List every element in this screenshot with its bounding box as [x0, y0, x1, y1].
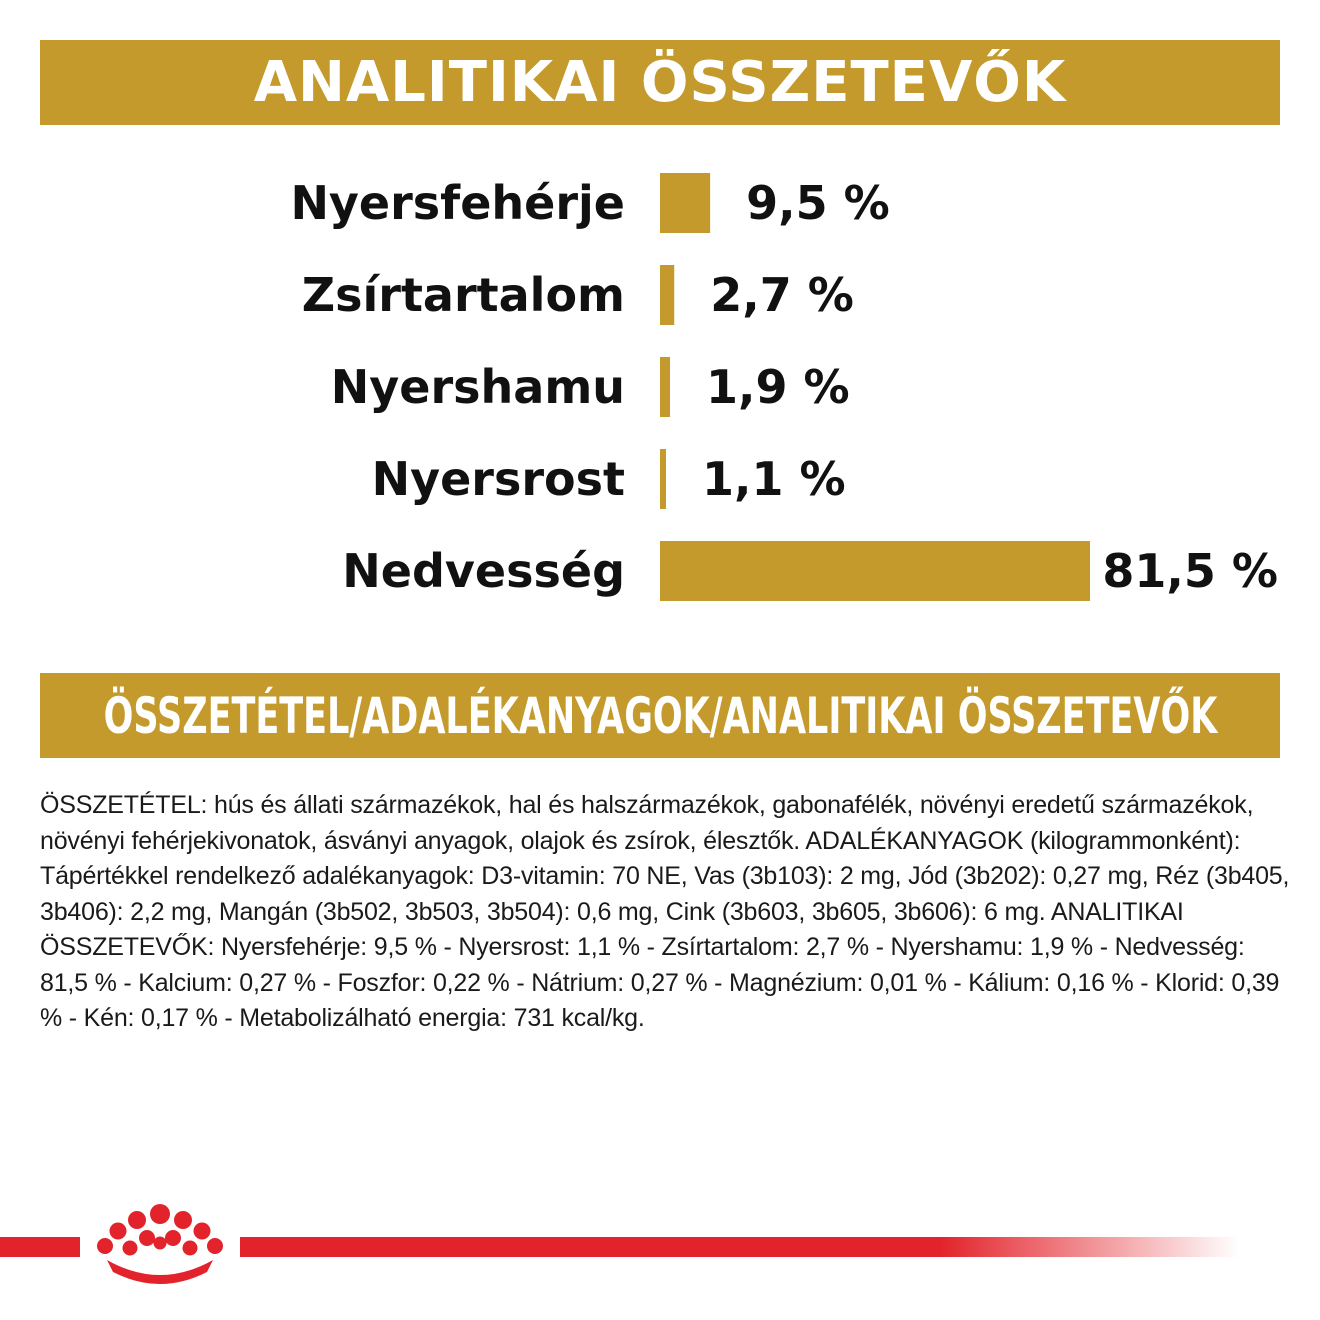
crown-logo-icon	[85, 1198, 235, 1288]
value-label: 1,1 %	[702, 452, 846, 506]
value-label: 2,7 %	[710, 268, 854, 322]
bar	[660, 541, 1090, 601]
bar	[660, 173, 710, 233]
bar	[660, 357, 670, 417]
category-label: Nedvesség	[342, 544, 625, 598]
category-label: Nyershamu	[330, 360, 625, 414]
category-label: Zsírtartalom	[301, 268, 625, 322]
bar	[660, 449, 666, 509]
brand-line-right	[240, 1237, 1240, 1257]
brand-line-left	[0, 1237, 80, 1257]
value-label: 1,9 %	[706, 360, 850, 414]
category-label: Nyersrost	[371, 452, 625, 506]
composition-title: ÖSSZETÉTEL/ADALÉKANYAGOK/ANALITIKAI ÖSSZETEVŐK	[103, 686, 1217, 745]
composition-title-banner	[40, 673, 1280, 758]
bar	[660, 265, 674, 325]
analytical-bar-chart	[0, 150, 1320, 620]
value-label: 9,5 %	[746, 176, 890, 230]
category-label: Nyersfehérje	[290, 176, 625, 230]
section-title-banner	[40, 40, 1280, 125]
value-label: 81,5 %	[1102, 544, 1278, 598]
composition-text: ÖSSZETÉTEL: hús és állati származékok, hal és halszármazékok, gabonafélék, növényi eredetű származékok, növényi fehérjekivonatok, ásványi anyagok, olajok és zsírok, élesztők. ADALÉKANYAGOK (kilogrammonként): Tápértékkel rendelkező adalékanyagok: D3-vitamin: 70 NE, Vas (3b103): 2 mg, Jód (3b202): 0,27 mg, Réz (3b405, 3b406): 2,2 mg, Mangán (3b502, 3b503, 3b504): 0,6 mg, Cink (3b603, 3b605, 3b606): 6 mg. ANALITIKAI ÖSSZETEVŐK: Nyersfehérje: 9,5 % - Nyersrost: 1,1 % - Zsírtartalom: 2,7 % - Nyershamu: 1,9 % - Nedvesség: 81,5 % - Kalcium: 0,27 % - Foszfor: 0,22 % - Nátrium: 0,27 % - Magnézium: 0,01 % - Kálium: 0,16 % - Klorid: 0,39 % - Kén: 0,17 % - Metabolizálható energia: 731 kcal/kg.	[40, 791, 1290, 1032]
section-title: ANALITIKAI ÖSSZETEVŐK	[253, 50, 1067, 115]
